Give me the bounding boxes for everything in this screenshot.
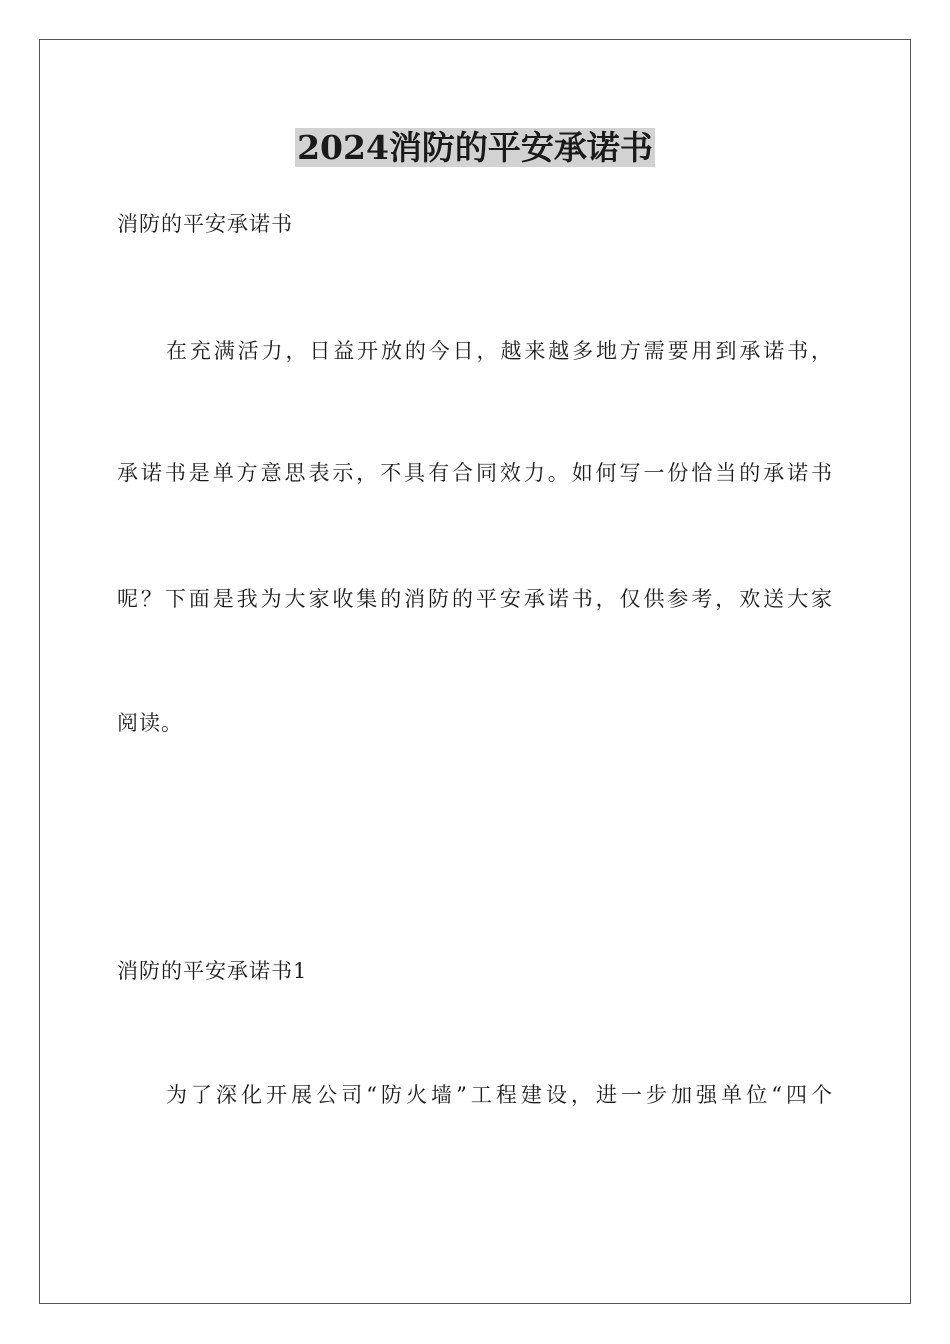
intro-line-3: 呢？下面是我为大家收集的消防的平安承诺书，仅供参考，欢送大家 bbox=[117, 587, 833, 611]
intro-line-4: 阅读。 bbox=[117, 711, 183, 735]
document-subtitle: 消防的平安承诺书 bbox=[117, 212, 293, 236]
section-heading: 消防的平安承诺书1 bbox=[117, 959, 308, 983]
section-line-1: 为了深化开展公司“防火墙”工程建设，进一步加强单位“四个 bbox=[166, 1083, 833, 1107]
intro-line-1: 在充满活力，日益开放的今日，越来越多地方需要用到承诺书， bbox=[166, 339, 833, 363]
intro-line-2: 承诺书是单方意思表示，不具有合同效力。如何写一份恰当的承诺书 bbox=[117, 461, 833, 485]
document-title-text: 2024消防的平安承诺书 bbox=[297, 128, 653, 167]
document-title bbox=[0, 128, 950, 168]
